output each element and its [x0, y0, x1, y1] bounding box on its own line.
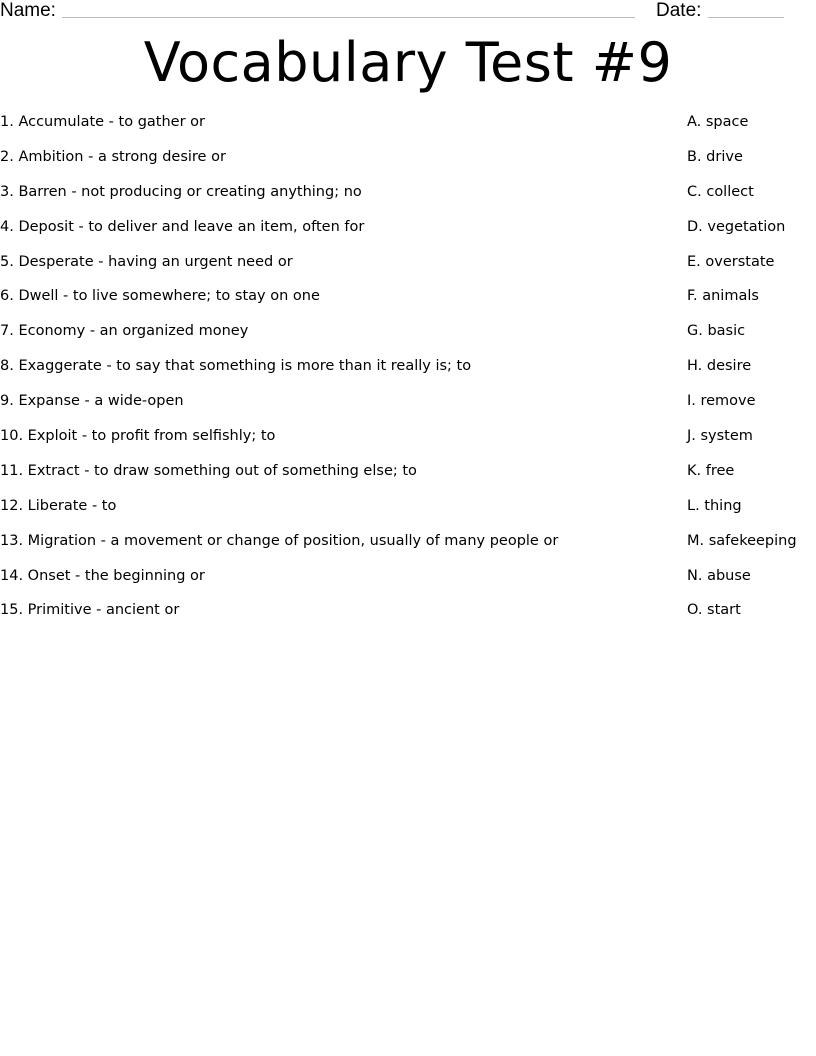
clue-item: 6. Dwell - to live somewhere; to stay on one	[0, 288, 320, 305]
answer-item: K. free	[687, 462, 735, 479]
answer-item: H. desire	[687, 358, 752, 375]
clue-item: 15. Primitive - ancient or	[0, 602, 180, 619]
clue-item: 12. Liberate - to	[0, 497, 117, 514]
clue-item: 3. Barren - not producing or creating anything; no	[0, 183, 362, 200]
clue-item: 13. Migration - a movement or change of position, usually of many people or	[0, 532, 559, 549]
clue-item: 11. Extract - to draw something out of something else; to	[0, 462, 417, 479]
clue-item: 1. Accumulate - to gather or	[0, 114, 205, 130]
answer-item: B. drive	[687, 148, 743, 165]
answer-list	[687, 111, 816, 634]
answer-item: E. overstate	[687, 253, 775, 270]
clue-item: 2. Ambition - a strong desire or	[0, 148, 226, 165]
date-label: Date:	[656, 0, 702, 21]
clue-item: 14. Onset - the beginning or	[0, 567, 205, 584]
name-label: Name:	[0, 0, 56, 21]
answer-item: I. remove	[687, 393, 756, 410]
clue-item: 9. Expanse - a wide-open	[0, 393, 184, 410]
page-title: Vocabulary Test #9	[143, 31, 673, 94]
answer-item: O. start	[687, 602, 741, 619]
date-blank-line[interactable]	[708, 17, 784, 18]
answer-item: D. vegetation	[687, 218, 786, 235]
clue-item: 5. Desperate - having an urgent need or	[0, 253, 293, 270]
answer-item: N. abuse	[687, 567, 751, 584]
name-blank-line[interactable]	[62, 17, 635, 18]
answer-item: J. system	[687, 428, 753, 445]
answer-item: A. space	[687, 114, 749, 130]
answer-item: L. thing	[687, 497, 742, 514]
answer-item: C. collect	[687, 183, 754, 200]
clue-item: 10. Exploit - to profit from selfishly; to	[0, 428, 276, 445]
answer-item: G. basic	[687, 323, 746, 340]
clue-list	[0, 111, 670, 634]
clue-item: 7. Economy - an organized money	[0, 323, 249, 340]
answer-item: M. safekeeping	[687, 532, 797, 549]
answer-item: F. animals	[687, 288, 759, 305]
clue-item: 4. Deposit - to deliver and leave an item, often for	[0, 218, 365, 235]
clue-item: 8. Exaggerate - to say that something is more than it really is; to	[0, 358, 472, 375]
